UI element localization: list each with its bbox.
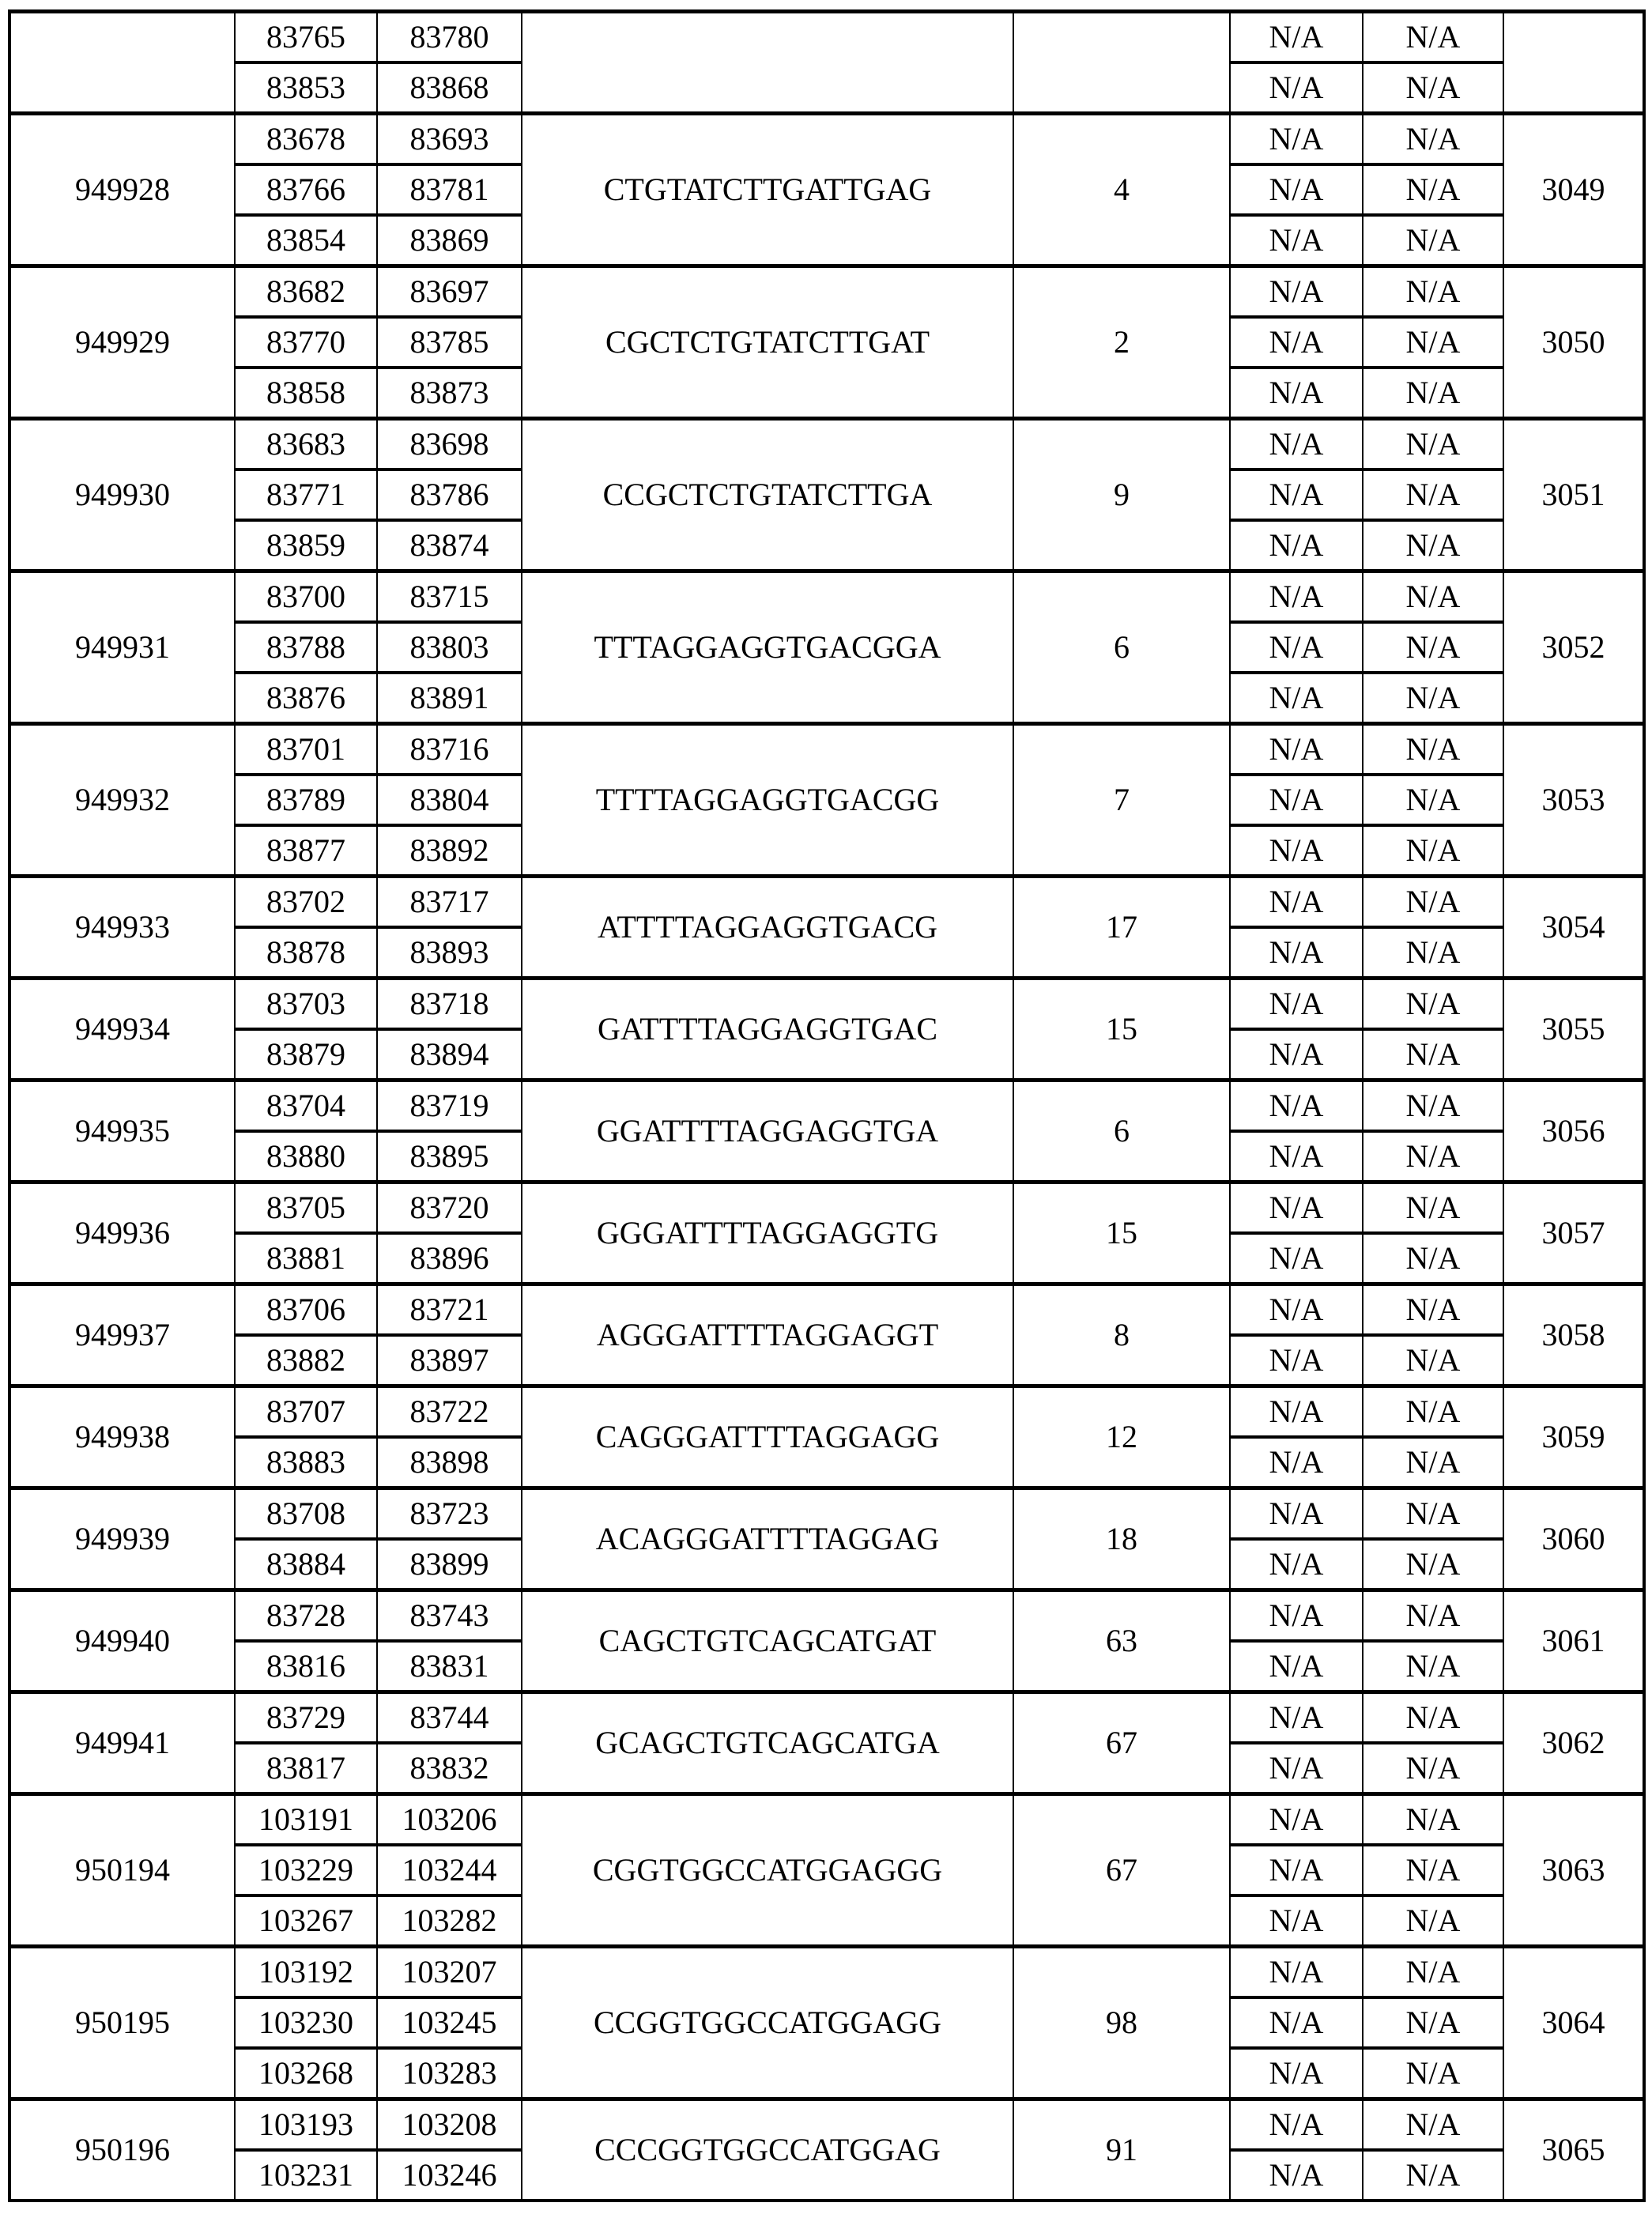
compound-id-cell: 949940 bbox=[9, 1590, 235, 1692]
seq-id-cell: 3063 bbox=[1503, 1794, 1644, 1947]
na-cell-1: N/A bbox=[1230, 927, 1363, 979]
na-cell-2: N/A bbox=[1363, 62, 1503, 114]
stop-site-cell: 83868 bbox=[377, 62, 522, 114]
count-cell: 2 bbox=[1013, 266, 1230, 419]
stop-site-cell: 83697 bbox=[377, 266, 522, 318]
na-cell-1: N/A bbox=[1230, 1895, 1363, 1947]
na-cell-1: N/A bbox=[1230, 114, 1363, 165]
na-cell-2: N/A bbox=[1363, 266, 1503, 318]
na-cell-1: N/A bbox=[1230, 1029, 1363, 1081]
seq-id-cell: 3055 bbox=[1503, 979, 1644, 1081]
compound-id-cell: 949928 bbox=[9, 114, 235, 266]
stop-site-cell: 83719 bbox=[377, 1081, 522, 1132]
stop-site-cell: 83717 bbox=[377, 877, 522, 928]
na-cell-2: N/A bbox=[1363, 419, 1503, 470]
stop-site-cell: 83891 bbox=[377, 673, 522, 724]
start-site-cell: 103230 bbox=[235, 1997, 377, 2048]
na-cell-1: N/A bbox=[1230, 1182, 1363, 1234]
na-cell-2: N/A bbox=[1363, 1743, 1503, 1794]
seq-id-cell: 3065 bbox=[1503, 2099, 1644, 2201]
na-cell-2: N/A bbox=[1363, 775, 1503, 825]
table-row bbox=[9, 1182, 1644, 1234]
table-row bbox=[9, 114, 1644, 165]
na-cell-1: N/A bbox=[1230, 1743, 1363, 1794]
compound-id-cell: 950194 bbox=[9, 1794, 235, 1947]
na-cell-2: N/A bbox=[1363, 215, 1503, 266]
start-site-cell: 103229 bbox=[235, 1845, 377, 1895]
table-row bbox=[9, 1692, 1644, 1744]
start-site-cell: 83879 bbox=[235, 1029, 377, 1081]
compound-id-cell: 949932 bbox=[9, 724, 235, 877]
sequence-table bbox=[8, 9, 1646, 2202]
na-cell-2: N/A bbox=[1363, 1895, 1503, 1947]
na-cell-1: N/A bbox=[1230, 1284, 1363, 1336]
count-cell: 15 bbox=[1013, 979, 1230, 1081]
sequence-cell: ACAGGGATTTTAGGAG bbox=[522, 1488, 1013, 1590]
stop-site-cell: 83892 bbox=[377, 825, 522, 877]
start-site-cell: 83683 bbox=[235, 419, 377, 470]
sequence-cell: TTTAGGAGGTGACGGA bbox=[522, 571, 1013, 724]
seq-id-cell: 3049 bbox=[1503, 114, 1644, 266]
na-cell-1: N/A bbox=[1230, 724, 1363, 775]
na-cell-1: N/A bbox=[1230, 571, 1363, 623]
start-site-cell: 83877 bbox=[235, 825, 377, 877]
na-cell-1: N/A bbox=[1230, 2048, 1363, 2099]
table-row bbox=[9, 571, 1644, 623]
start-site-cell: 83705 bbox=[235, 1182, 377, 1234]
na-cell-2: N/A bbox=[1363, 2099, 1503, 2151]
sequence-cell: ATTTTAGGAGGTGACG bbox=[522, 877, 1013, 979]
start-site-cell: 103268 bbox=[235, 2048, 377, 2099]
start-site-cell: 83882 bbox=[235, 1335, 377, 1386]
na-cell-2: N/A bbox=[1363, 979, 1503, 1030]
count-cell: 15 bbox=[1013, 1182, 1230, 1284]
na-cell-1: N/A bbox=[1230, 1335, 1363, 1386]
stop-site-cell: 83721 bbox=[377, 1284, 522, 1336]
count-cell: 6 bbox=[1013, 1081, 1230, 1182]
na-cell-1: N/A bbox=[1230, 2150, 1363, 2201]
seq-id-cell: 3060 bbox=[1503, 1488, 1644, 1590]
na-cell-2: N/A bbox=[1363, 520, 1503, 571]
na-cell-2: N/A bbox=[1363, 368, 1503, 419]
seq-id-cell: 3050 bbox=[1503, 266, 1644, 419]
na-cell-2: N/A bbox=[1363, 673, 1503, 724]
seq-id-cell: 3056 bbox=[1503, 1081, 1644, 1182]
na-cell-1: N/A bbox=[1230, 1081, 1363, 1132]
na-cell-2: N/A bbox=[1363, 1386, 1503, 1438]
table-row bbox=[9, 979, 1644, 1030]
start-site-cell: 83817 bbox=[235, 1743, 377, 1794]
table-row bbox=[9, 1386, 1644, 1438]
sequence-cell: CTGTATCTTGATTGAG bbox=[522, 114, 1013, 266]
sequence-cell: GATTTTAGGAGGTGAC bbox=[522, 979, 1013, 1081]
table-row bbox=[9, 877, 1644, 928]
count-cell: 67 bbox=[1013, 1794, 1230, 1947]
stop-site-cell: 103283 bbox=[377, 2048, 522, 2099]
stop-site-cell: 103245 bbox=[377, 1997, 522, 2048]
na-cell-1: N/A bbox=[1230, 1794, 1363, 1846]
sequence-cell: TTTTAGGAGGTGACGG bbox=[522, 724, 1013, 877]
stop-site-cell: 103244 bbox=[377, 1845, 522, 1895]
stop-site-cell: 83803 bbox=[377, 622, 522, 673]
stop-site-cell: 83698 bbox=[377, 419, 522, 470]
stop-site-cell: 83896 bbox=[377, 1233, 522, 1284]
sequence-cell: CAGGGATTTTAGGAGG bbox=[522, 1386, 1013, 1488]
compound-id-cell bbox=[9, 12, 235, 114]
start-site-cell: 83884 bbox=[235, 1539, 377, 1590]
stop-site-cell: 83693 bbox=[377, 114, 522, 165]
stop-site-cell: 103206 bbox=[377, 1794, 522, 1846]
sequence-cell: CCGCTCTGTATCTTGA bbox=[522, 419, 1013, 571]
sequence-cell: CCGGTGGCCATGGAGG bbox=[522, 1947, 1013, 2099]
compound-id-cell: 949930 bbox=[9, 419, 235, 571]
na-cell-1: N/A bbox=[1230, 2099, 1363, 2151]
na-cell-1: N/A bbox=[1230, 1488, 1363, 1540]
na-cell-2: N/A bbox=[1363, 2048, 1503, 2099]
na-cell-1: N/A bbox=[1230, 1131, 1363, 1182]
count-cell: 7 bbox=[1013, 724, 1230, 877]
start-site-cell: 83707 bbox=[235, 1386, 377, 1438]
seq-id-cell: 3052 bbox=[1503, 571, 1644, 724]
na-cell-2: N/A bbox=[1363, 1539, 1503, 1590]
na-cell-1: N/A bbox=[1230, 1997, 1363, 2048]
start-site-cell: 103191 bbox=[235, 1794, 377, 1846]
na-cell-2: N/A bbox=[1363, 1284, 1503, 1336]
na-cell-1: N/A bbox=[1230, 12, 1363, 63]
na-cell-2: N/A bbox=[1363, 317, 1503, 368]
na-cell-1: N/A bbox=[1230, 266, 1363, 318]
na-cell-1: N/A bbox=[1230, 1590, 1363, 1642]
na-cell-1: N/A bbox=[1230, 775, 1363, 825]
start-site-cell: 103267 bbox=[235, 1895, 377, 1947]
seq-id-cell: 3057 bbox=[1503, 1182, 1644, 1284]
stop-site-cell: 83744 bbox=[377, 1692, 522, 1744]
compound-id-cell: 949929 bbox=[9, 266, 235, 419]
na-cell-2: N/A bbox=[1363, 1794, 1503, 1846]
seq-id-cell: 3054 bbox=[1503, 877, 1644, 979]
stop-site-cell: 83722 bbox=[377, 1386, 522, 1438]
na-cell-1: N/A bbox=[1230, 1539, 1363, 1590]
stop-site-cell: 103207 bbox=[377, 1947, 522, 1998]
count-cell: 63 bbox=[1013, 1590, 1230, 1692]
compound-id-cell: 949934 bbox=[9, 979, 235, 1081]
sequence-cell: GGATTTTAGGAGGTGA bbox=[522, 1081, 1013, 1182]
na-cell-1: N/A bbox=[1230, 1233, 1363, 1284]
start-site-cell: 83883 bbox=[235, 1437, 377, 1488]
start-site-cell: 83859 bbox=[235, 520, 377, 571]
na-cell-2: N/A bbox=[1363, 1437, 1503, 1488]
stop-site-cell: 83874 bbox=[377, 520, 522, 571]
start-site-cell: 83728 bbox=[235, 1590, 377, 1642]
stop-site-cell: 83897 bbox=[377, 1335, 522, 1386]
start-site-cell: 83701 bbox=[235, 724, 377, 775]
table-row bbox=[9, 2099, 1644, 2151]
start-site-cell: 83706 bbox=[235, 1284, 377, 1336]
count-cell: 91 bbox=[1013, 2099, 1230, 2201]
na-cell-2: N/A bbox=[1363, 1131, 1503, 1182]
stop-site-cell: 83893 bbox=[377, 927, 522, 979]
start-site-cell: 83704 bbox=[235, 1081, 377, 1132]
sequence-cell: CGCTCTGTATCTTGAT bbox=[522, 266, 1013, 419]
count-cell: 12 bbox=[1013, 1386, 1230, 1488]
stop-site-cell: 83804 bbox=[377, 775, 522, 825]
start-site-cell: 103231 bbox=[235, 2150, 377, 2201]
count-cell: 98 bbox=[1013, 1947, 1230, 2099]
start-site-cell: 83678 bbox=[235, 114, 377, 165]
table-row bbox=[9, 12, 1644, 63]
na-cell-2: N/A bbox=[1363, 2150, 1503, 2201]
start-site-cell: 83702 bbox=[235, 877, 377, 928]
na-cell-1: N/A bbox=[1230, 470, 1363, 520]
stop-site-cell: 83899 bbox=[377, 1539, 522, 1590]
na-cell-1: N/A bbox=[1230, 1692, 1363, 1744]
na-cell-2: N/A bbox=[1363, 877, 1503, 928]
na-cell-1: N/A bbox=[1230, 622, 1363, 673]
na-cell-1: N/A bbox=[1230, 1386, 1363, 1438]
table-body bbox=[9, 12, 1644, 2201]
start-site-cell: 83703 bbox=[235, 979, 377, 1030]
stop-site-cell: 83720 bbox=[377, 1182, 522, 1234]
na-cell-1: N/A bbox=[1230, 1641, 1363, 1692]
sequence-cell: GGGATTTTAGGAGGTG bbox=[522, 1182, 1013, 1284]
count-cell: 4 bbox=[1013, 114, 1230, 266]
stop-site-cell: 103246 bbox=[377, 2150, 522, 2201]
sequence-cell: CAGCTGTCAGCATGAT bbox=[522, 1590, 1013, 1692]
na-cell-2: N/A bbox=[1363, 825, 1503, 877]
seq-id-cell: 3061 bbox=[1503, 1590, 1644, 1692]
seq-id-cell: 3053 bbox=[1503, 724, 1644, 877]
stop-site-cell: 103208 bbox=[377, 2099, 522, 2151]
na-cell-2: N/A bbox=[1363, 622, 1503, 673]
na-cell-2: N/A bbox=[1363, 1641, 1503, 1692]
start-site-cell: 103192 bbox=[235, 1947, 377, 1998]
na-cell-1: N/A bbox=[1230, 673, 1363, 724]
na-cell-2: N/A bbox=[1363, 571, 1503, 623]
table-row bbox=[9, 419, 1644, 470]
na-cell-2: N/A bbox=[1363, 1590, 1503, 1642]
na-cell-1: N/A bbox=[1230, 368, 1363, 419]
na-cell-1: N/A bbox=[1230, 419, 1363, 470]
count-cell: 9 bbox=[1013, 419, 1230, 571]
seq-id-cell bbox=[1503, 12, 1644, 114]
compound-id-cell: 949938 bbox=[9, 1386, 235, 1488]
compound-id-cell: 950195 bbox=[9, 1947, 235, 2099]
stop-site-cell: 83898 bbox=[377, 1437, 522, 1488]
start-site-cell: 83881 bbox=[235, 1233, 377, 1284]
stop-site-cell: 83832 bbox=[377, 1743, 522, 1794]
seq-id-cell: 3064 bbox=[1503, 1947, 1644, 2099]
na-cell-2: N/A bbox=[1363, 1997, 1503, 2048]
start-site-cell: 83708 bbox=[235, 1488, 377, 1540]
start-site-cell: 83771 bbox=[235, 470, 377, 520]
na-cell-2: N/A bbox=[1363, 1488, 1503, 1540]
stop-site-cell: 83869 bbox=[377, 215, 522, 266]
compound-id-cell: 949931 bbox=[9, 571, 235, 724]
na-cell-2: N/A bbox=[1363, 164, 1503, 215]
na-cell-2: N/A bbox=[1363, 12, 1503, 63]
na-cell-2: N/A bbox=[1363, 114, 1503, 165]
na-cell-1: N/A bbox=[1230, 164, 1363, 215]
table-row bbox=[9, 1081, 1644, 1132]
na-cell-1: N/A bbox=[1230, 877, 1363, 928]
compound-id-cell: 949941 bbox=[9, 1692, 235, 1794]
stop-site-cell: 83785 bbox=[377, 317, 522, 368]
start-site-cell: 83853 bbox=[235, 62, 377, 114]
stop-site-cell: 83895 bbox=[377, 1131, 522, 1182]
sequence-cell bbox=[522, 12, 1013, 114]
table-row bbox=[9, 1947, 1644, 1998]
sequence-cell: CCCGGTGGCCATGGAG bbox=[522, 2099, 1013, 2201]
stop-site-cell: 83743 bbox=[377, 1590, 522, 1642]
start-site-cell: 83729 bbox=[235, 1692, 377, 1744]
table-row bbox=[9, 1590, 1644, 1642]
na-cell-1: N/A bbox=[1230, 520, 1363, 571]
count-cell: 6 bbox=[1013, 571, 1230, 724]
compound-id-cell: 950196 bbox=[9, 2099, 235, 2201]
start-site-cell: 83816 bbox=[235, 1641, 377, 1692]
count-cell: 18 bbox=[1013, 1488, 1230, 1590]
sequence-cell: AGGGATTTTAGGAGGT bbox=[522, 1284, 1013, 1386]
table-row bbox=[9, 266, 1644, 318]
stop-site-cell: 83718 bbox=[377, 979, 522, 1030]
na-cell-2: N/A bbox=[1363, 1845, 1503, 1895]
start-site-cell: 83858 bbox=[235, 368, 377, 419]
na-cell-2: N/A bbox=[1363, 1029, 1503, 1081]
na-cell-1: N/A bbox=[1230, 62, 1363, 114]
start-site-cell: 83765 bbox=[235, 12, 377, 63]
seq-id-cell: 3062 bbox=[1503, 1692, 1644, 1794]
start-site-cell: 83876 bbox=[235, 673, 377, 724]
compound-id-cell: 949937 bbox=[9, 1284, 235, 1386]
stop-site-cell: 83873 bbox=[377, 368, 522, 419]
na-cell-2: N/A bbox=[1363, 1233, 1503, 1284]
start-site-cell: 83788 bbox=[235, 622, 377, 673]
compound-id-cell: 949939 bbox=[9, 1488, 235, 1590]
compound-id-cell: 949935 bbox=[9, 1081, 235, 1182]
table-row bbox=[9, 1794, 1644, 1846]
compound-id-cell: 949936 bbox=[9, 1182, 235, 1284]
stop-site-cell: 83715 bbox=[377, 571, 522, 623]
stop-site-cell: 83716 bbox=[377, 724, 522, 775]
start-site-cell: 83766 bbox=[235, 164, 377, 215]
na-cell-2: N/A bbox=[1363, 927, 1503, 979]
seq-id-cell: 3058 bbox=[1503, 1284, 1644, 1386]
na-cell-2: N/A bbox=[1363, 470, 1503, 520]
sequence-cell: GCAGCTGTCAGCATGA bbox=[522, 1692, 1013, 1794]
stop-site-cell: 83786 bbox=[377, 470, 522, 520]
start-site-cell: 83770 bbox=[235, 317, 377, 368]
na-cell-2: N/A bbox=[1363, 1182, 1503, 1234]
count-cell: 17 bbox=[1013, 877, 1230, 979]
start-site-cell: 83854 bbox=[235, 215, 377, 266]
na-cell-1: N/A bbox=[1230, 1437, 1363, 1488]
stop-site-cell: 83894 bbox=[377, 1029, 522, 1081]
na-cell-1: N/A bbox=[1230, 825, 1363, 877]
count-cell: 67 bbox=[1013, 1692, 1230, 1794]
seq-id-cell: 3059 bbox=[1503, 1386, 1644, 1488]
start-site-cell: 83789 bbox=[235, 775, 377, 825]
na-cell-1: N/A bbox=[1230, 317, 1363, 368]
na-cell-2: N/A bbox=[1363, 724, 1503, 775]
na-cell-2: N/A bbox=[1363, 1081, 1503, 1132]
table-row bbox=[9, 724, 1644, 775]
table-row bbox=[9, 1284, 1644, 1336]
na-cell-2: N/A bbox=[1363, 1335, 1503, 1386]
stop-site-cell: 103282 bbox=[377, 1895, 522, 1947]
start-site-cell: 83700 bbox=[235, 571, 377, 623]
seq-id-cell: 3051 bbox=[1503, 419, 1644, 571]
stop-site-cell: 83831 bbox=[377, 1641, 522, 1692]
stop-site-cell: 83780 bbox=[377, 12, 522, 63]
na-cell-2: N/A bbox=[1363, 1947, 1503, 1998]
na-cell-1: N/A bbox=[1230, 215, 1363, 266]
sequence-cell: CGGTGGCCATGGAGGG bbox=[522, 1794, 1013, 1947]
na-cell-1: N/A bbox=[1230, 1947, 1363, 1998]
compound-id-cell: 949933 bbox=[9, 877, 235, 979]
start-site-cell: 83878 bbox=[235, 927, 377, 979]
stop-site-cell: 83781 bbox=[377, 164, 522, 215]
count-cell bbox=[1013, 12, 1230, 114]
na-cell-1: N/A bbox=[1230, 979, 1363, 1030]
start-site-cell: 83880 bbox=[235, 1131, 377, 1182]
na-cell-2: N/A bbox=[1363, 1692, 1503, 1744]
na-cell-1: N/A bbox=[1230, 1845, 1363, 1895]
count-cell: 8 bbox=[1013, 1284, 1230, 1386]
stop-site-cell: 83723 bbox=[377, 1488, 522, 1540]
start-site-cell: 83682 bbox=[235, 266, 377, 318]
table-row bbox=[9, 1488, 1644, 1540]
start-site-cell: 103193 bbox=[235, 2099, 377, 2151]
